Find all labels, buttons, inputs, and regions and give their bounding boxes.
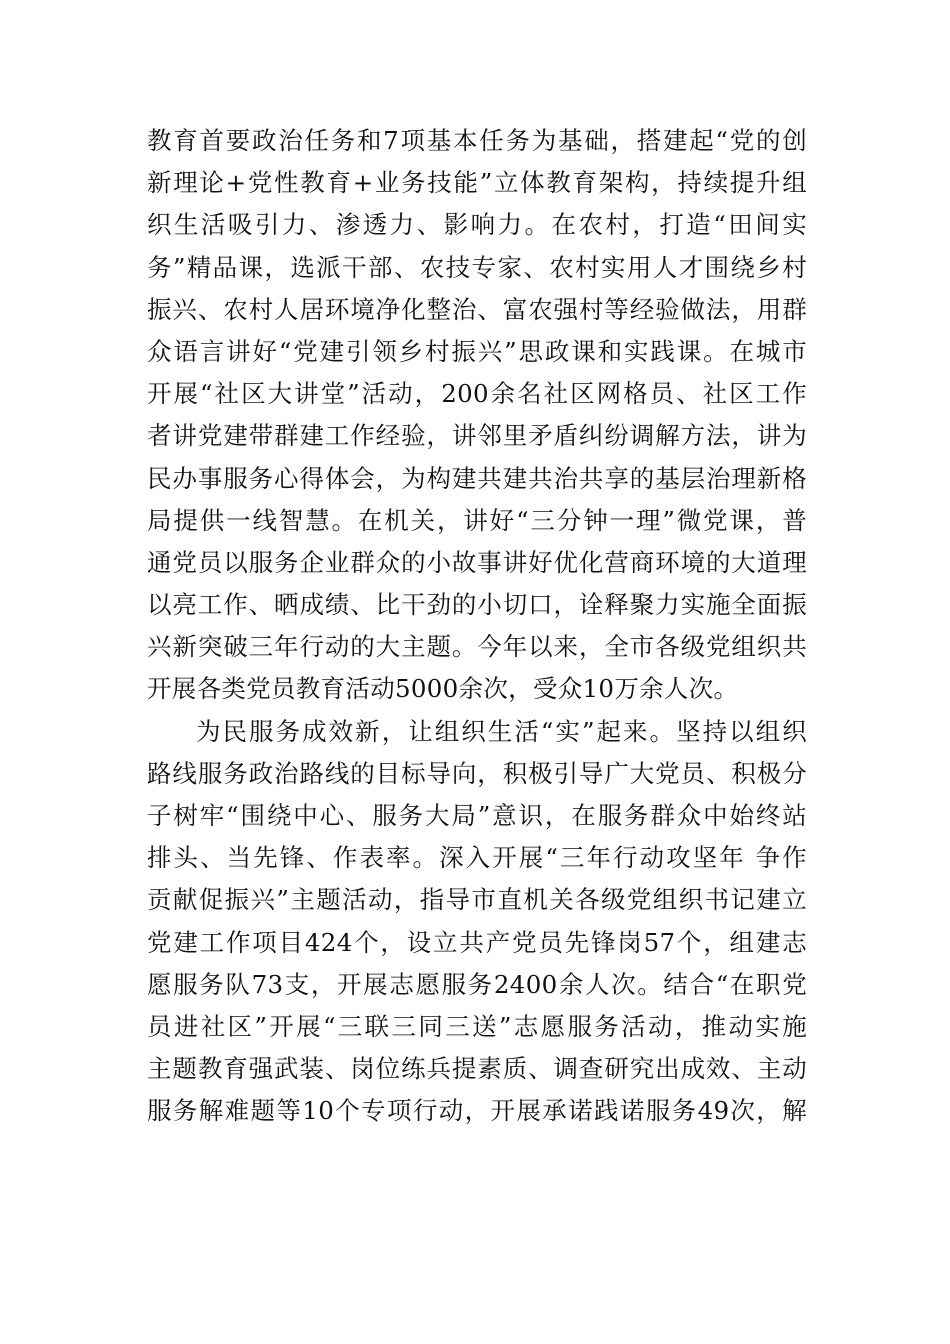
paragraph-line: 开展“社区大讲堂”活动，200余名社区网格员、社区工作 — [147, 379, 807, 409]
paragraph-line: 以亮工作、晒成绩、比干劲的小切口，诠释聚力实施全面振 — [147, 590, 807, 620]
paragraph-line: 振兴、农村人居环境净化整治、富农强村等经验做法，用群 — [147, 294, 807, 324]
paragraph-1 — [147, 120, 807, 711]
paragraph-line: 众语言讲好“党建引领乡村振兴”思政课和实践课。在城市 — [147, 336, 807, 366]
document-body — [147, 120, 807, 1133]
paragraph-line: 主题教育强武装、岗位练兵提素质、调查研究出成效、主动 — [147, 1054, 807, 1084]
paragraph-line: 路线服务政治路线的目标导向，积极引导广大党员、积极分 — [147, 758, 807, 788]
paragraph-line: 开展各类党员教育活动5000余次，受众10万余人次。 — [147, 674, 739, 704]
paragraph-line: 员进社区”开展“三联三同三送”志愿服务活动，推动实施 — [147, 1011, 807, 1041]
paragraph-line: 教育首要政治任务和7项基本任务为基础，搭建起“党的创 — [147, 126, 807, 155]
paragraph-line: 兴新突破三年行动的大主题。今年以来，全市各级党组织共 — [147, 632, 807, 662]
paragraph-line: 贡献促振兴”主题活动，指导市直机关各级党组织书记建立 — [147, 885, 807, 915]
paragraph-line: 服务解难题等10个专项行动，开展承诺践诺服务49次，解 — [147, 1096, 807, 1126]
paragraph-line: 新理论+党性教育+业务技能”立体教育架构，持续提升组 — [147, 168, 807, 198]
paragraph-line: 务”精品课，选派干部、农技专家、农村实用人才围绕乡村 — [147, 252, 807, 282]
paragraph-line: 织生活吸引力、渗透力、影响力。在农村，打造“田间实 — [147, 210, 807, 240]
paragraph-line: 子树牢“围绕中心、服务大局”意识，在服务群众中始终站 — [147, 801, 807, 830]
paragraph-line: 党建工作项目424个，设立共产党员先锋岗57个，组建志 — [147, 927, 807, 957]
paragraph-line: 者讲党建带群建工作经验，讲邻里矛盾纠纷调解方法，讲为 — [147, 421, 807, 451]
paragraph-line: 民办事服务心得体会，为构建共建共治共享的基层治理新格 — [147, 463, 807, 493]
paragraph-line: 局提供一线智慧。在机关，讲好“三分钟一理”微党课，普 — [147, 505, 807, 535]
paragraph-2 — [147, 711, 807, 1133]
paragraph-line: 为民服务成效新，让组织生活“实”起来。坚持以组织 — [196, 716, 807, 746]
paragraph-line: 愿服务队73支，开展志愿服务2400余人次。结合“在职党 — [147, 969, 807, 999]
paragraph-line: 通党员以服务企业群众的小故事讲好优化营商环境的大道理 — [147, 547, 807, 577]
paragraph-line: 排头、当先锋、作表率。深入开展“三年行动攻坚年 争作 — [147, 843, 807, 873]
